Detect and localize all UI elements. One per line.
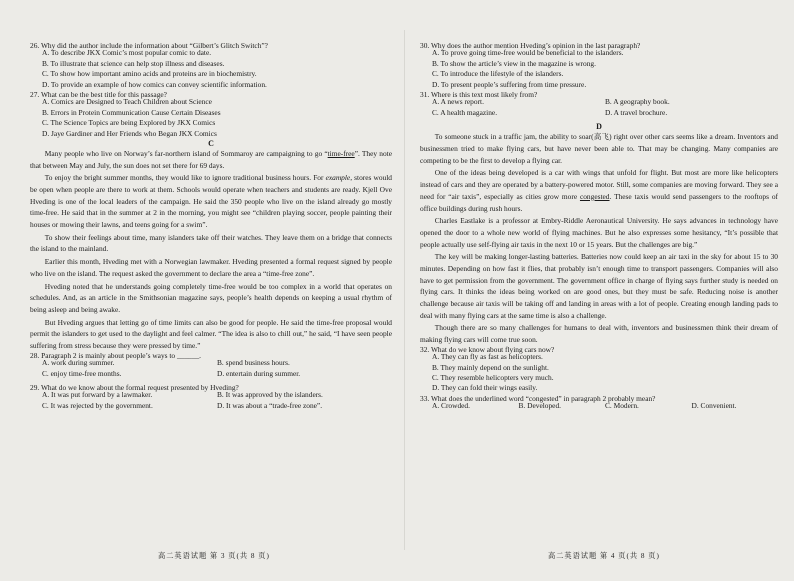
q27-option-b: B. Errors in Protein Communication Cause Certain Diseases [42, 107, 221, 117]
q28-options [30, 359, 392, 381]
q26-option-a: A. To describe JKX Comic’s most popular comic to date. [42, 48, 212, 58]
q33-option-b: B. Developed. [518, 401, 561, 411]
q27-option-a: A. Comics are Designed to Teach Children about Science [42, 97, 212, 107]
q30-option-a: A. To prove going time-free would be beneficial to the islanders. [432, 48, 624, 58]
q31-option-b: B. A geography book. [605, 97, 670, 107]
q33-option-d: D. Convenient. [691, 401, 737, 411]
question-30: 30. Why does the author mention Hveding’s opinion in the last paragraph? [420, 41, 641, 50]
passage-d-paragraph: To someone stuck in a traffic jam, the ability to soar(高飞) right over other cars seems like a dream. Inventors and businessmen tried to make flying cars, but have never been able to. That may be changing. Many companies are competing to be the first to develop a flying car. [420, 132, 778, 165]
q28-option-d: D. entertain during summer. [217, 369, 301, 379]
question-29: 29. What do we know about the formal request presented by Hveding? [30, 383, 239, 393]
question-26: 26. Why did the author include the information about “Gilbert’s Glitch Switch”? [30, 41, 268, 50]
q33-options [420, 402, 778, 409]
q26-option-b: B. To illustrate that science can help stop illness and diseases. [42, 58, 225, 68]
q27-option-c: C. The Science Topics are being Explored by JKX Comics [42, 118, 216, 128]
q29-options [30, 391, 392, 413]
q33-option-c: C. Modern. [605, 401, 639, 411]
left-column [30, 42, 392, 416]
q27-option-d: D. Jaye Gardiner and Her Friends who Began JKX Comics [42, 128, 217, 138]
q29-option-c: C. It was rejected by the government. [42, 401, 153, 411]
q28-option-a: A. work during summer. [42, 358, 115, 368]
passage-c-paragraph: Many people who live on Norway’s far-northern island of Sommaroy are campaigning to go “time-free”. They note that between May and July, the sun does not set there for 69 days. [30, 148, 392, 170]
passage-d-paragraph: One of the ideas being developed is a car with wings that unfold for flight. But most are more like helicopters instead of cars and they are operated by a battery-powered motor. Still, some companies are moving forward. They see a need for “air taxis”, especially as cities grow more congested. These taxis would send passengers to the rooftops of office buildings during rush hours. [420, 168, 778, 213]
q32-option-d: D. They can fold their wings easily. [432, 383, 538, 393]
question-33: 33. What does the underlined word “congested” in paragraph 2 probably mean? [420, 393, 656, 403]
q31-options [420, 98, 778, 120]
question-27: 27. What can be the best title for this passage? [30, 89, 167, 99]
q30-option-c: C. To introduce the lifestyle of the islanders. [432, 69, 564, 79]
q31-option-d: D. A travel brochure. [605, 108, 668, 118]
q29-option-b: B. It was approved by the islanders. [217, 390, 323, 400]
section-heading-d: D [596, 122, 602, 132]
q29-option-a: A. It was put forward by a lawmaker. [42, 390, 153, 400]
q28-option-c: C. enjoy time-free months. [42, 369, 122, 379]
passage-d-paragraph: The key will be making longer-lasting batteries. Batteries now could keep an air taxi in the sky for about 15 to 30 minutes. Depending on how fast it flies, that probably isn’t enough time to transport passengers. Companies will also have to get permission from the government. The government office in charge of flying says further study is needed on flying cars. It thinks the ideas being worked on are good ones, but they must be safe. Reducing noise is another challenge because air taxis will be taking off and landing in areas with a lot of people. Creating enough landing pads to deal with many flying cars at the same time is also a challenge. [420, 252, 778, 320]
page-fold [404, 30, 405, 550]
right-column [420, 42, 778, 410]
passage-c-paragraph: But Hveding argues that letting go of time limits can also be good for people. He said the time-free proposal would permit the islanders to get used to the daylight and feel calmer. “The idea is also to chill out,” he said, “I have seen people suffering from stress because they were pressed by time.” [30, 317, 392, 350]
q28-option-b: B. spend business hours. [217, 358, 290, 368]
q32-option-c: C. They resemble helicopters very much. [432, 372, 554, 382]
q33-option-a: A. Crowded. [432, 401, 470, 411]
question-28: 28. Paragraph 2 is mainly about people’s ways to ______. [30, 350, 201, 360]
passage-c-paragraph: To enjoy the bright summer months, they would like to ignore traditional business hours. For example, stores would be open when people are there to work at them. Schools would operate when teachers and students are ready. Kjell Ove Hveding is one of the local leaders of the campaign. He said the 350 people who live on the island already go mostly time-free. He said that in the summer at 2 in the morning, you might see “children playing soccer, people painting their houses or mowing their lawns, and teens going for a swim”. [30, 173, 392, 230]
q26-option-d: D. To provide an example of how comics can convey scientific information. [42, 79, 267, 89]
q32-option-b: B. They mainly depend on the sunlight. [432, 362, 549, 372]
page-footer-3: 高二英语试题 第 3 页(共 8 页) [158, 552, 270, 560]
passage-d-paragraph: Though there are so many challenges for humans to deal with, inventors and businessmen think their dream of making flying cars will come true soon. [420, 323, 778, 345]
passage-c-paragraph: Hveding noted that he understands going completely time-free would be too complex in a world that operates on schedules. And, as an article in the Smithsonian magazine says, people’s health depends on keeping a usual rhythm of being asleep and being awake. [30, 281, 392, 314]
q32-option-a: A. They can fly as fast as helicopters. [432, 352, 543, 362]
passage-c-paragraph: To show their feelings about time, many islanders take off their watches. They leave them on a bridge that connects the island to the mainland. [30, 232, 392, 254]
q31-option-a: A. A news report. [432, 97, 484, 107]
q30-option-d: D. To present people’s suffering from time pressure. [432, 79, 587, 89]
q31-option-c: C. A health magazine. [432, 108, 498, 118]
passage-d-paragraph: Charles Eastlake is a professor at Embry-Riddle Aeronautical University. He says advances in technology have opened the door to a whole new world of flying machines. But he also expresses some hesitancy, “It’s possible that people actually use self-flying air taxis in the next 10 or 15 years. But the challenges are big.” [420, 216, 778, 249]
q30-option-b: B. To show the article’s view in the magazine is wrong. [432, 58, 596, 68]
q29-option-d: D. It was about a “trade-free zone”. [217, 401, 323, 411]
passage-c-paragraph: Earlier this month, Hveding met with a Norwegian lawmaker. Hveding presented a formal request signed by people who live on the island. The request asked the government to declare the area a “time-free zone”. [30, 257, 392, 278]
q26-option-c: C. To show how important amino acids and proteins are in biochemistry. [42, 69, 257, 79]
question-32: 32. What do we know about flying cars now? [420, 344, 555, 354]
section-heading-c: C [208, 138, 214, 148]
page-footer-4: 高二英语试题 第 4 页(共 8 页) [548, 552, 660, 560]
question-31: 31. Where is this text most likely from? [420, 89, 538, 99]
